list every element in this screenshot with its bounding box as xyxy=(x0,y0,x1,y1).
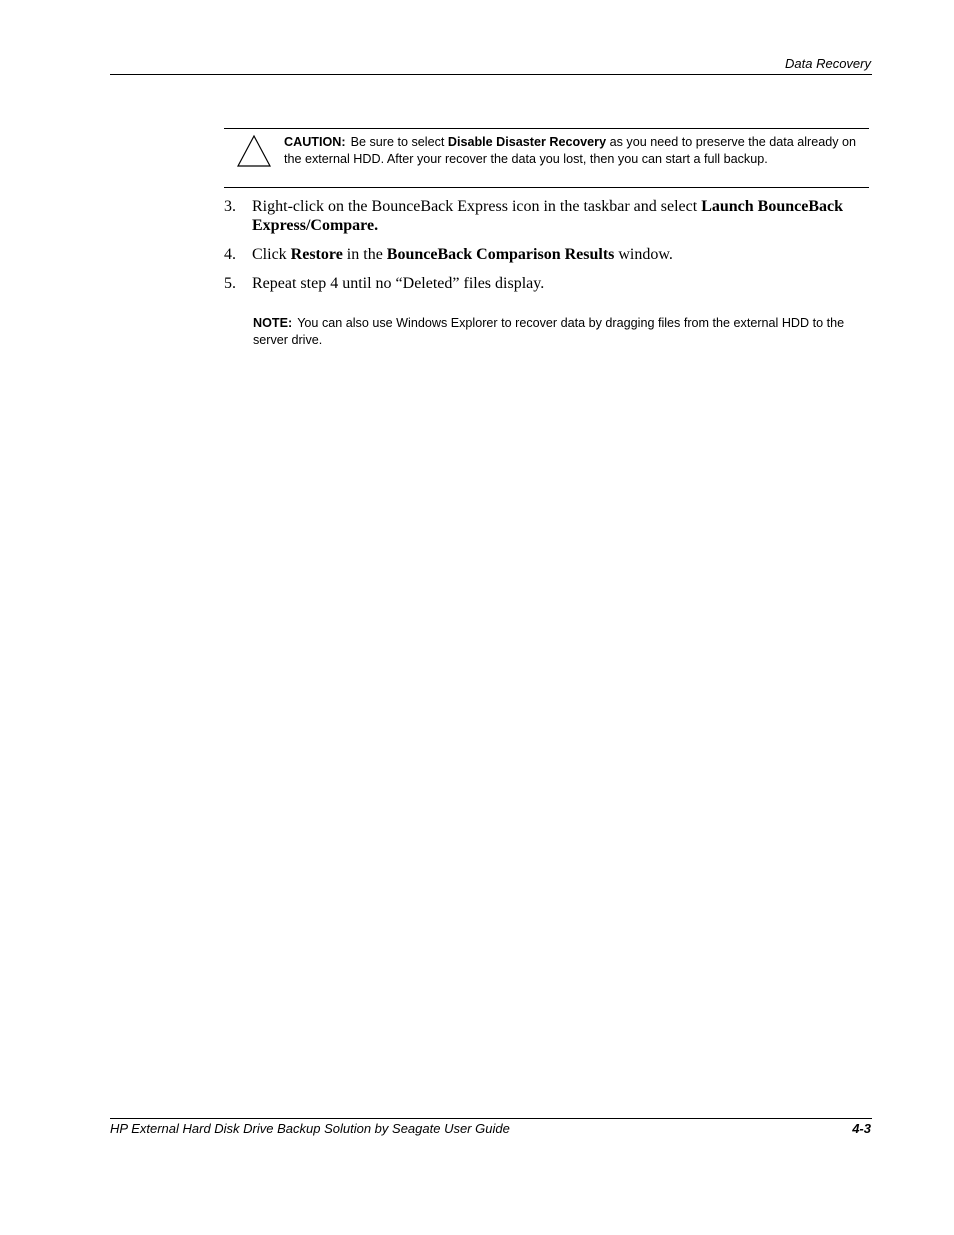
step-text: Repeat step 4 until no “Deleted” files display. xyxy=(252,275,545,292)
step-text: Click xyxy=(252,246,291,263)
steps-list xyxy=(224,197,844,303)
page-number: 4-3 xyxy=(852,1121,871,1136)
step-bold-text: Restore xyxy=(290,246,343,263)
caution-label: CAUTION: xyxy=(284,135,346,149)
caution-triangle-icon xyxy=(236,134,272,168)
caution-text xyxy=(284,134,864,167)
footer-title: HP External Hard Disk Drive Backup Solution by Seagate User Guide xyxy=(110,1121,510,1136)
step-bold-text: BounceBack Comparison Results xyxy=(386,246,615,263)
note-text: You can also use Windows Explorer to recover data by dragging files from the external HDD to the server drive. xyxy=(253,316,845,347)
step-number: 4. xyxy=(224,246,236,263)
step-5 xyxy=(224,274,844,293)
step-number: 3. xyxy=(224,198,236,215)
caution-text-part-1: Be sure to select xyxy=(350,135,448,149)
note-block xyxy=(253,315,853,348)
step-text: Right-click on the BounceBack Express icon in the taskbar and select xyxy=(252,198,702,215)
caution-box xyxy=(224,128,869,188)
step-text: window. xyxy=(614,246,673,263)
caution-text-part-2: as you need to preserve the data already on the external HDD. After your recover the data you lost, then you can start a full backup. xyxy=(284,135,857,166)
header-rule xyxy=(110,74,872,75)
step-bold-text: Launch BounceBack Express/Compare. xyxy=(252,198,844,234)
caution-bold-option: Disable Disaster Recovery xyxy=(447,135,607,149)
step-number: 5. xyxy=(224,275,236,292)
step-text: in the xyxy=(342,246,387,263)
note-label: NOTE: xyxy=(253,316,293,330)
step-4 xyxy=(224,245,844,264)
footer-rule xyxy=(110,1118,872,1119)
step-3 xyxy=(224,197,844,235)
running-header: Data Recovery xyxy=(785,56,871,71)
